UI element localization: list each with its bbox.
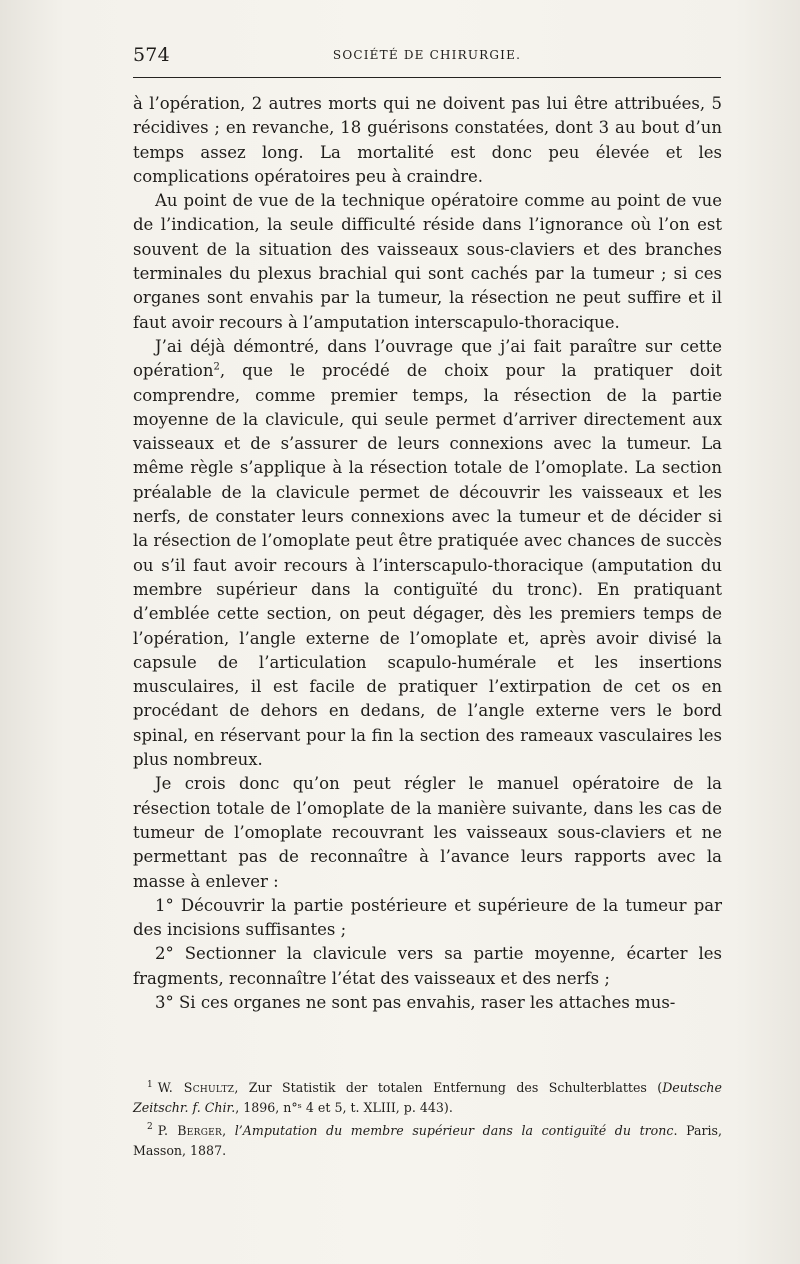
footnote-reference-2: 2 xyxy=(213,361,220,373)
main-text xyxy=(133,92,722,1015)
paragraph-continuation: à l’opération, 2 autres morts qui ne doivent pas lui être attribuées, 5 récidives ; en revanche, 18 guérisons constatées, dont 3 au bout d’un temps assez long. La mortalité est donc peu élevée et les complications opératoires peu à craindre. xyxy=(133,94,722,186)
running-title: SOCIÉTÉ DE CHIRURGIE. xyxy=(332,48,522,62)
paragraph-operative-manual: Je crois donc qu’on peut régler le manuel opératoire de la résection totale de l’omoplate de la manière suivante, dans les cas de tumeur de l’omoplate recouvrant les vaisseaux sous-claviers et ne permettant pas de reconnaître à l’avance leurs rapports avec la masse à enlever : xyxy=(133,774,722,891)
footnote-text-1a: , Zur Statistik der totalen Entfernung des Schulterblattes ( xyxy=(234,1080,663,1095)
paragraph-procedure-text-start: J’ai déjà démontré, dans l’ouvrage que j’ai fait paraître sur cette opération xyxy=(133,336,722,381)
paragraph-procedure xyxy=(133,335,722,772)
numbered-step-1: 1° Découvrir la partie postérieure et supérieure de la tumeur par des incisions suffisantes ; xyxy=(133,895,722,940)
header-rule xyxy=(133,77,721,78)
numbered-step-2: 2° Sectionner la clavicule vers sa partie moyenne, écarter les fragments, reconnaître l’état des vaisseaux et des nerfs ; xyxy=(133,944,722,988)
footnote-author-1: W. Schultz xyxy=(157,1080,235,1095)
paragraph-procedure-text-end: , que le procédé de choix pour la pratiquer doit comprendre, comme premier temps, la résection de la partie moyenne de la clavicule, qui seule permet d’arriver directement aux vaisseaux et de s’assurer de leurs connexions avec la tumeur. La même règle s’applique à la résection totale de l’omoplate. La section préalable de la clavicule permet de découvrir les vaisseaux et les nerfs, de constater leurs connexions avec la tumeur et de décider si la résection de l’omoplate peut être pratiquée avec chances de succès ou s’il faut avoir recours à l’interscapulo-thoracique (amputation du membre supérieur dans la contiguïté du tronc). En pratiquant d’emblée cette section, on peut dégager, dès les premiers temps de l’opération, l’angle externe de l’omoplate et, après avoir divisé la capsule de l’articulation scapulo-humérale et les insertions musculaires, il est facile de pratiquer l’extirpation de cet os en procédant de dehors en dedans, de l’angle externe vers le bord spinal, en réservant pour la fin la section des rameaux vasculaires les plus nombreux. xyxy=(133,361,722,770)
paragraph-technique: Au point de vue de la technique opératoire comme au point de vue de l’indication, la seule difficulté réside dans l’ignorance où l’on est souvent de la situation des vaisseaux sous-claviers et des branches terminales du plexus brachial qui sont cachés par la tumeur ; si ces organes sont envahis par la tumeur, la résection ne peut suffire et il faut avoir recours à l’amputation interscapulo-thoracique. xyxy=(133,191,722,332)
footnote-text-2a: , xyxy=(222,1122,235,1138)
footnote-author-2: P. Berger xyxy=(157,1122,223,1138)
page-number: 574 xyxy=(133,44,170,66)
footnote-2 xyxy=(133,1121,722,1162)
footnote-italic-2: l’Amputation du membre supérieur dans la contiguïté du tronc xyxy=(234,1122,674,1138)
footnote-1 xyxy=(133,1078,722,1119)
footnote-text-2b: . Paris, Masson, 1887. xyxy=(133,1122,723,1158)
footnote-marker-2: 2 xyxy=(147,1122,153,1133)
footnote-italic-1: Deutsche Zeitschr. f. Chir. xyxy=(133,1080,722,1116)
footnote-marker-1: 1 xyxy=(147,1079,153,1090)
footnotes xyxy=(133,1078,722,1163)
footnote-text-1b: , 1896, n°ˢ 4 et 5, t. XLIII, p. 443). xyxy=(235,1100,453,1116)
page-header xyxy=(133,44,721,70)
numbered-step-3: 3° Si ces organes ne sont pas envahis, raser les attaches mus- xyxy=(155,992,676,1012)
